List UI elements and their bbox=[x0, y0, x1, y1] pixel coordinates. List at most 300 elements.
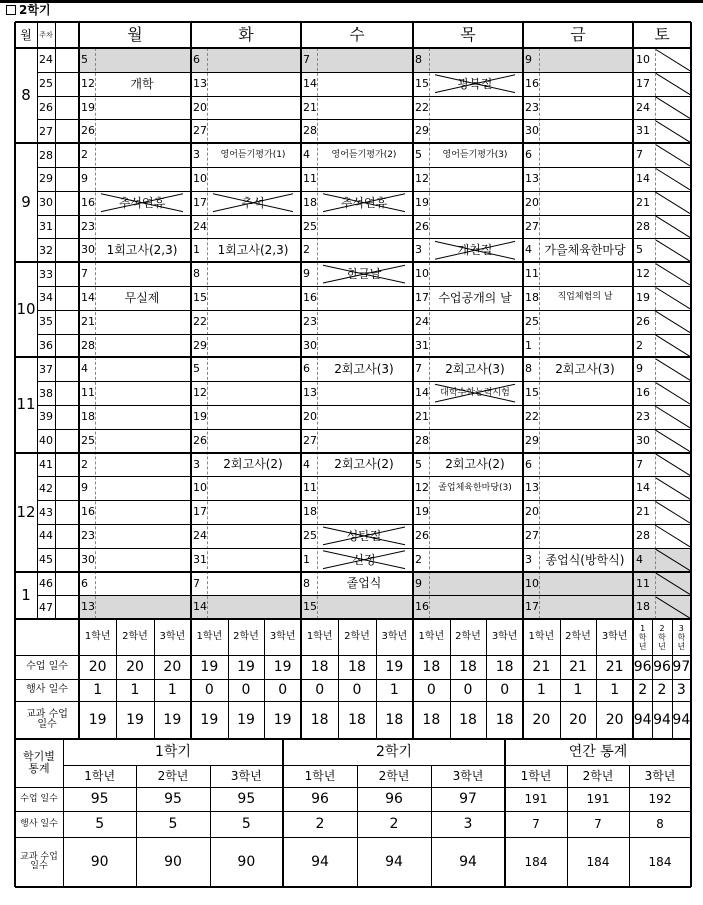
summary-value: 90 bbox=[164, 854, 182, 871]
date-number: 21 bbox=[415, 410, 429, 423]
week-number: 37 bbox=[39, 362, 53, 376]
grade-header: 2학년 bbox=[344, 631, 370, 643]
week-number: 36 bbox=[39, 338, 53, 352]
stat-value: 20 bbox=[163, 659, 182, 676]
day-column-rule bbox=[522, 22, 524, 619]
stat-value: 0 bbox=[278, 682, 288, 699]
date-number: 4 bbox=[525, 243, 532, 257]
saturday-slash bbox=[655, 144, 690, 166]
stat-value: 21 bbox=[532, 659, 551, 676]
holiday-label: 개천절 bbox=[457, 243, 493, 258]
week-number: 44 bbox=[39, 529, 53, 543]
week-number: 45 bbox=[39, 553, 53, 567]
date-number: 23 bbox=[525, 100, 539, 114]
date-number: 20 bbox=[193, 100, 207, 114]
date-number: 25 bbox=[81, 433, 95, 447]
saturday-slash bbox=[655, 501, 690, 523]
stat-value: 18 bbox=[495, 659, 514, 676]
week-number: 24 bbox=[39, 53, 53, 67]
event-label: 2회고사(2) bbox=[334, 457, 394, 472]
saturday-slash bbox=[655, 573, 690, 595]
event-label: 1회고사(2,3) bbox=[217, 243, 289, 258]
week-divider bbox=[37, 310, 691, 311]
date-number: 8 bbox=[193, 267, 200, 281]
grade-header: 1학년 bbox=[418, 631, 445, 643]
summary-value: 184 bbox=[586, 855, 610, 870]
stat-day-rule bbox=[300, 619, 302, 739]
date-number: 16 bbox=[81, 505, 95, 519]
event-label: 영어듣기평가(2) bbox=[331, 149, 397, 160]
event-label: 수업공개의 날 bbox=[438, 290, 512, 305]
date-number: 6 bbox=[525, 148, 532, 162]
square-icon bbox=[6, 5, 16, 15]
event-label: 영어듣기평가(1) bbox=[220, 149, 286, 160]
date-number: 6 bbox=[303, 362, 310, 376]
date-number: 17 bbox=[193, 505, 207, 519]
event-label: 무실제 bbox=[124, 290, 160, 305]
summary-rule bbox=[63, 765, 691, 766]
week-divider bbox=[37, 476, 691, 477]
month-label: 9 bbox=[21, 193, 31, 212]
week-divider bbox=[37, 238, 691, 239]
week-number: 32 bbox=[39, 243, 53, 257]
stat-value: 19 bbox=[237, 712, 255, 729]
date-number: 18 bbox=[525, 291, 539, 304]
date-number: 26 bbox=[415, 529, 429, 542]
stat-sub-rule bbox=[596, 619, 597, 739]
stat-day-rule bbox=[632, 619, 634, 739]
month-label: 10 bbox=[16, 300, 36, 319]
stat-value: 18 bbox=[422, 712, 441, 729]
stat-value: 19 bbox=[88, 712, 107, 729]
date-number: 5 bbox=[636, 243, 643, 257]
stat-day-rule bbox=[522, 619, 524, 739]
date-number: 31 bbox=[193, 552, 207, 566]
day-column-rule bbox=[300, 22, 302, 619]
summary-value: 90 bbox=[237, 854, 256, 871]
month-label: 1 bbox=[21, 585, 31, 604]
date-number: 13 bbox=[193, 76, 207, 90]
date-number: 2 bbox=[636, 338, 643, 352]
top-border bbox=[0, 0, 703, 3]
summary-value: 96 bbox=[385, 791, 403, 808]
date-number: 18 bbox=[303, 505, 317, 519]
summary-grade-header: 1학년 bbox=[520, 769, 552, 784]
month-header: 월 bbox=[20, 28, 32, 42]
summary-value: 191 bbox=[586, 792, 610, 807]
stat-value: 2 bbox=[657, 682, 667, 699]
week-divider bbox=[37, 96, 691, 97]
month-label: 12 bbox=[16, 502, 36, 521]
date-number: 15 bbox=[193, 291, 207, 304]
summary-grade-header: 1학년 bbox=[304, 769, 336, 784]
date-number: 19 bbox=[415, 505, 429, 519]
event-label: 졸업체육한마당(3) bbox=[438, 482, 512, 493]
summary-value: 96 bbox=[311, 791, 329, 808]
week-number: 28 bbox=[39, 148, 53, 162]
stat-value: 1 bbox=[610, 682, 620, 699]
date-number: 29 bbox=[193, 338, 207, 352]
saturday-slash bbox=[655, 263, 690, 285]
stat-value: 19 bbox=[163, 712, 182, 729]
date-number: 6 bbox=[525, 457, 532, 471]
date-number: 9 bbox=[81, 481, 88, 495]
summary-label-rule bbox=[63, 739, 64, 887]
month-divider bbox=[15, 142, 691, 144]
date-number: 13 bbox=[303, 386, 317, 400]
header-bottom bbox=[15, 47, 691, 49]
summary-rule bbox=[15, 811, 691, 812]
stat-value: 18 bbox=[310, 712, 329, 729]
date-number: 27 bbox=[525, 219, 539, 233]
date-number: 1 bbox=[193, 243, 200, 257]
week-number: 38 bbox=[39, 386, 53, 400]
summary-value: 95 bbox=[237, 791, 256, 808]
date-number: 26 bbox=[415, 219, 429, 233]
holiday-label: 광복절 bbox=[457, 76, 493, 91]
summary-sub-rule bbox=[357, 765, 358, 887]
date-number: 25 bbox=[525, 314, 539, 328]
saturday-slash bbox=[655, 454, 690, 476]
date-number: 1 bbox=[303, 552, 310, 566]
summary-value: 3 bbox=[463, 816, 473, 833]
date-number: 13 bbox=[525, 172, 539, 185]
grade-header: 1학년 bbox=[306, 631, 333, 643]
stat-value: 19 bbox=[273, 659, 292, 676]
summary-value: 2 bbox=[315, 816, 325, 833]
date-number: 25 bbox=[303, 219, 317, 233]
date-number: 7 bbox=[81, 267, 88, 281]
event-label: 1회고사(2,3) bbox=[106, 243, 178, 258]
stat-value: 18 bbox=[422, 659, 441, 676]
date-number: 29 bbox=[415, 124, 429, 138]
week-number: 39 bbox=[39, 410, 53, 424]
stat-day-rule bbox=[412, 619, 414, 739]
date-number: 19 bbox=[636, 291, 650, 304]
summary-value: 94 bbox=[311, 854, 329, 871]
summary-group-rule bbox=[504, 739, 506, 887]
saturday-slash bbox=[655, 73, 690, 95]
date-number: 17 bbox=[525, 600, 539, 614]
week-number: 34 bbox=[39, 291, 53, 305]
event-label: 졸업식 bbox=[346, 576, 382, 591]
table-top bbox=[15, 21, 691, 23]
stat-value: 96 bbox=[653, 659, 671, 676]
day-header: 토 bbox=[654, 25, 670, 44]
stat-value: 94 bbox=[672, 712, 691, 729]
date-number: 10 bbox=[636, 53, 650, 66]
stat-value: 1 bbox=[130, 682, 140, 699]
week-number: 30 bbox=[39, 196, 53, 210]
stat-value: 97 bbox=[672, 659, 691, 676]
date-number: 20 bbox=[303, 410, 317, 423]
summary-value: 90 bbox=[90, 854, 109, 871]
date-number: 16 bbox=[415, 600, 429, 614]
saturday-slash bbox=[655, 358, 690, 380]
holiday-label: 한글날 bbox=[346, 267, 382, 282]
grade-header-saturday: 2학년 bbox=[658, 623, 666, 651]
date-number: 8 bbox=[525, 362, 532, 376]
saturday-slash bbox=[655, 97, 690, 119]
date-number: 12 bbox=[636, 267, 650, 281]
week-number: 47 bbox=[39, 600, 53, 614]
stat-day-rule bbox=[190, 619, 192, 739]
stat-sub-rule bbox=[264, 619, 265, 739]
summary-value: 5 bbox=[95, 816, 105, 833]
stat-value: 18 bbox=[348, 712, 366, 729]
week-number: 46 bbox=[39, 576, 53, 590]
summary-grade-header: 3학년 bbox=[644, 769, 676, 784]
event-label: 영어듣기평가(3) bbox=[442, 149, 508, 160]
summary-value: 7 bbox=[594, 817, 602, 832]
week-divider bbox=[37, 286, 691, 287]
stat-value: 19 bbox=[385, 659, 404, 676]
date-number: 23 bbox=[636, 410, 650, 423]
summary-value: 95 bbox=[90, 791, 109, 808]
date-number: 4 bbox=[636, 552, 643, 566]
week-divider bbox=[37, 191, 691, 192]
stat-sub-rule bbox=[450, 619, 451, 739]
date-number: 31 bbox=[415, 338, 429, 352]
week-divider bbox=[37, 119, 691, 120]
date-number: 21 bbox=[303, 100, 317, 114]
saturday-slash bbox=[655, 192, 690, 214]
date-number: 19 bbox=[193, 410, 207, 423]
date-number: 6 bbox=[193, 53, 200, 66]
week-divider bbox=[37, 334, 691, 335]
stat-value: 94 bbox=[633, 712, 652, 729]
date-number: 6 bbox=[81, 576, 88, 590]
saturday-slash bbox=[655, 287, 690, 309]
stat-value: 20 bbox=[532, 712, 551, 729]
holiday-label: 성탄절 bbox=[346, 528, 382, 543]
holiday-label: 신정 bbox=[352, 552, 376, 567]
date-number: 24 bbox=[193, 219, 207, 233]
stat-row-label: 행사 일수 bbox=[26, 684, 68, 696]
date-number: 13 bbox=[81, 600, 95, 614]
date-number: 27 bbox=[303, 433, 317, 447]
summary-label: 학기별 통계 bbox=[23, 750, 55, 776]
date-number: 28 bbox=[636, 529, 650, 542]
summary-rule bbox=[15, 837, 691, 838]
date-number: 3 bbox=[193, 148, 200, 162]
week-number: 35 bbox=[39, 315, 53, 329]
summary-value: 7 bbox=[532, 817, 540, 832]
stat-sub-rule bbox=[652, 619, 653, 739]
stat-value: 0 bbox=[426, 682, 436, 699]
date-number: 17 bbox=[636, 76, 650, 90]
date-number: 21 bbox=[636, 195, 650, 209]
date-number: 7 bbox=[415, 362, 422, 376]
date-number: 12 bbox=[81, 76, 95, 90]
date-number: 8 bbox=[415, 53, 422, 66]
summary-value: 184 bbox=[648, 855, 672, 870]
summary-row-label: 교과 수업 일수 bbox=[20, 852, 58, 872]
stat-value: 1 bbox=[573, 682, 583, 699]
grade-header: 2학년 bbox=[122, 631, 148, 643]
day-column-rule bbox=[632, 22, 634, 619]
stat-sub-rule bbox=[672, 619, 673, 739]
stat-value: 20 bbox=[126, 659, 144, 676]
week-divider bbox=[37, 429, 691, 430]
summary-value: 191 bbox=[524, 792, 548, 807]
summary-value: 8 bbox=[656, 817, 664, 832]
event-label: 가을체육한마당 bbox=[544, 243, 626, 258]
stat-day-rule bbox=[78, 619, 80, 739]
day-column-rule bbox=[190, 22, 192, 619]
date-number: 22 bbox=[525, 410, 539, 423]
stat-value: 19 bbox=[126, 712, 144, 729]
stat-value: 96 bbox=[633, 659, 652, 676]
date-number: 27 bbox=[525, 529, 539, 542]
week-divider bbox=[37, 72, 691, 73]
saturday-slash bbox=[655, 382, 690, 404]
event-label: 2회고사(3) bbox=[334, 362, 394, 377]
summary-sub-rule bbox=[629, 765, 630, 887]
day-column-rule bbox=[412, 22, 414, 619]
grade-header: 3학년 bbox=[159, 631, 186, 643]
day-header: 화 bbox=[238, 25, 254, 44]
month-divider bbox=[15, 261, 691, 263]
summary-value: 94 bbox=[385, 854, 403, 871]
summary-value: 184 bbox=[524, 855, 548, 870]
stat-value: 20 bbox=[605, 712, 624, 729]
summary-rule bbox=[15, 787, 691, 788]
date-number: 9 bbox=[81, 172, 88, 185]
date-number: 2 bbox=[81, 457, 88, 471]
date-number: 16 bbox=[81, 195, 95, 209]
stat-value: 18 bbox=[385, 712, 404, 729]
date-number: 7 bbox=[636, 457, 643, 471]
holiday-label: 추석연휴 bbox=[340, 195, 388, 210]
saturday-slash bbox=[655, 120, 690, 142]
v-rule bbox=[55, 22, 56, 619]
grade-header: 3학년 bbox=[269, 631, 296, 643]
grade-header: 3학년 bbox=[601, 631, 628, 643]
saturday-slash bbox=[655, 430, 690, 452]
week-number: 26 bbox=[39, 100, 53, 114]
date-number: 24 bbox=[636, 100, 650, 114]
date-number: 12 bbox=[193, 386, 207, 400]
date-number: 9 bbox=[415, 576, 422, 590]
stat-sub-rule bbox=[228, 619, 229, 739]
stat-value: 18 bbox=[348, 659, 366, 676]
date-number: 28 bbox=[303, 124, 317, 138]
date-number: 13 bbox=[525, 481, 539, 495]
week-divider bbox=[37, 500, 691, 501]
stat-value: 18 bbox=[459, 659, 477, 676]
saturday-slash bbox=[655, 406, 690, 428]
day-header: 수 bbox=[349, 25, 365, 44]
grade-header: 3학년 bbox=[381, 631, 408, 643]
date-number: 5 bbox=[415, 457, 422, 471]
saturday-slash bbox=[655, 168, 690, 190]
v-rule bbox=[14, 22, 16, 619]
date-number: 11 bbox=[303, 172, 317, 185]
stat-value: 0 bbox=[204, 682, 214, 699]
table-bottom bbox=[15, 886, 691, 888]
stat-row-label: 교과 수업 일수 bbox=[26, 709, 68, 731]
week-divider bbox=[37, 595, 691, 596]
summary-row-label: 수업 일수 bbox=[20, 793, 58, 804]
date-number: 21 bbox=[81, 314, 95, 328]
holiday-label: 추석 bbox=[241, 195, 265, 210]
date-number: 4 bbox=[81, 362, 88, 376]
date-number: 5 bbox=[415, 148, 422, 162]
stat-value: 0 bbox=[463, 682, 473, 699]
event-label: 종업식(방학식) bbox=[545, 552, 625, 567]
month-divider bbox=[15, 571, 691, 573]
week-divider bbox=[37, 215, 691, 216]
date-number: 28 bbox=[415, 433, 429, 447]
date-number: 15 bbox=[415, 76, 429, 90]
week-number: 29 bbox=[39, 172, 53, 186]
date-number: 23 bbox=[81, 529, 95, 542]
date-number: 14 bbox=[81, 291, 95, 304]
date-number: 9 bbox=[636, 362, 643, 376]
event-label: 2회고사(3) bbox=[555, 362, 615, 377]
event-label: 2회고사(2) bbox=[445, 457, 505, 472]
date-number: 17 bbox=[193, 195, 207, 209]
date-number: 2 bbox=[81, 148, 88, 162]
summary-sub-rule bbox=[567, 765, 568, 887]
event-label: 2회고사(2) bbox=[223, 457, 283, 472]
date-number: 9 bbox=[303, 267, 310, 281]
saturday-slash bbox=[655, 596, 690, 618]
summary-value: 5 bbox=[241, 816, 251, 833]
date-number: 4 bbox=[303, 457, 310, 471]
date-number: 26 bbox=[193, 433, 207, 447]
summary-value: 2 bbox=[389, 816, 399, 833]
stat-value: 0 bbox=[500, 682, 510, 699]
summary-grade-header: 1학년 bbox=[84, 769, 116, 784]
date-number: 4 bbox=[303, 148, 310, 162]
week-divider bbox=[37, 405, 691, 406]
grade-header: 3학년 bbox=[491, 631, 518, 643]
summary-value: 5 bbox=[168, 816, 178, 833]
date-number: 19 bbox=[81, 100, 95, 114]
date-number: 17 bbox=[415, 291, 429, 304]
stat-value: 21 bbox=[569, 659, 587, 676]
stat-value: 0 bbox=[315, 682, 325, 699]
week-divider bbox=[37, 167, 691, 168]
date-number: 2 bbox=[415, 552, 422, 566]
date-number: 12 bbox=[415, 172, 429, 185]
week-number: 25 bbox=[39, 77, 53, 91]
stat-value: 1 bbox=[167, 682, 177, 699]
summary-value: 192 bbox=[648, 792, 672, 807]
stat-value: 94 bbox=[653, 712, 671, 729]
stat-value: 19 bbox=[200, 712, 219, 729]
summary-grade-header: 3학년 bbox=[230, 769, 262, 784]
date-number: 30 bbox=[303, 338, 317, 352]
date-number: 20 bbox=[525, 195, 539, 209]
date-number: 18 bbox=[636, 600, 650, 614]
day-header: 목 bbox=[460, 25, 476, 44]
week-divider bbox=[37, 548, 691, 549]
stat-value: 19 bbox=[200, 659, 219, 676]
stat-sub-rule bbox=[486, 619, 487, 739]
saturday-slash bbox=[655, 216, 690, 238]
date-number: 20 bbox=[525, 505, 539, 519]
grade-header: 2학년 bbox=[233, 631, 259, 643]
event-label: 직업체험의 날 bbox=[557, 292, 613, 303]
date-number: 30 bbox=[636, 433, 650, 447]
date-number: 15 bbox=[525, 386, 539, 400]
stat-value: 1 bbox=[93, 682, 103, 699]
summary-value: 95 bbox=[164, 791, 182, 808]
stat-sub-rule bbox=[560, 619, 561, 739]
